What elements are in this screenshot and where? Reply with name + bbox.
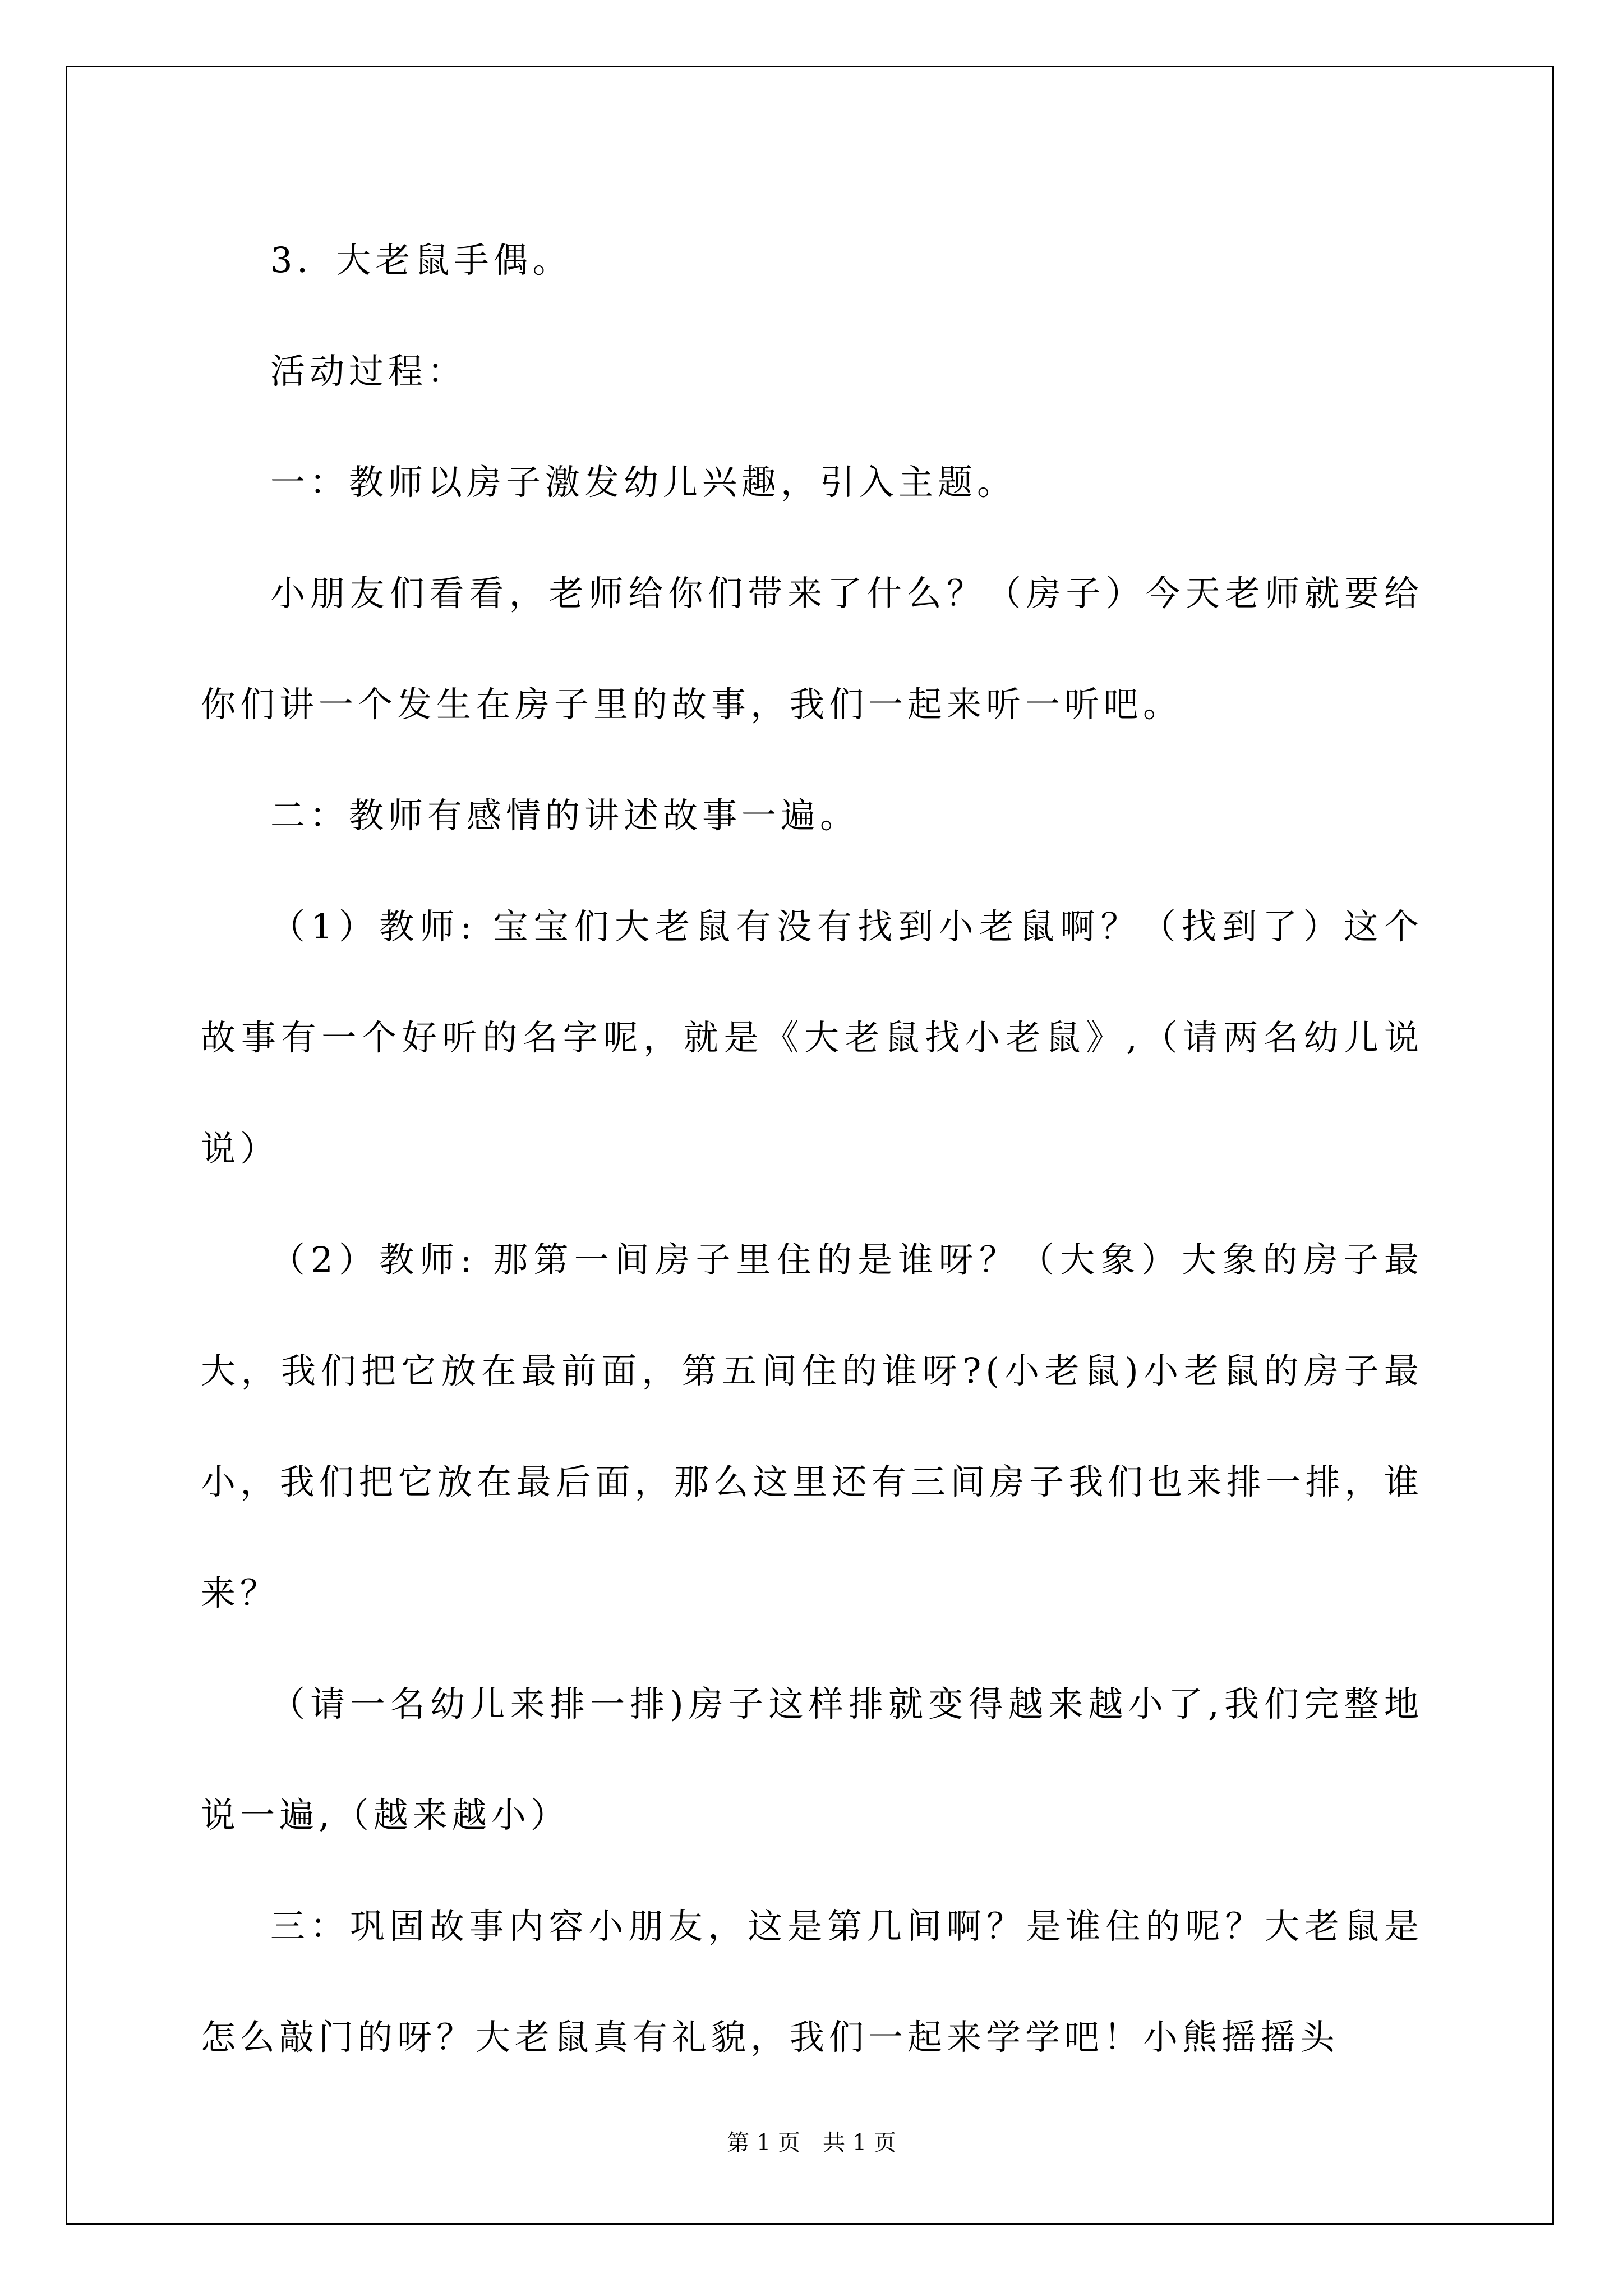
paragraph: （请一名幼儿来排一排)房子这样排就变得越来越小了,我们完整地说一遍,（越来越小） xyxy=(201,1683,1423,1835)
paragraph: 一：教师以房子激发幼儿兴趣，引入主题。 xyxy=(270,462,1017,503)
paragraph: （1）教师: 宝宝们大老鼠有没有找到小老鼠啊？（找到了）这个故事有一个好听的名字呢，就是《大老鼠找小老鼠》,（请两名幼儿说说） xyxy=(201,906,1423,1169)
page-footer: 第 1 页 共 1 页 xyxy=(727,2130,896,2156)
paragraph: 二：教师有感情的讲述故事一遍。 xyxy=(270,795,860,836)
paragraph: 小朋友们看看，老师给你们带来了什么？（房子）今天老师就要给你们讲一个发生在房子里的故事，我们一起来听一听吧。 xyxy=(201,573,1423,725)
paragraph: 三：巩固故事内容小朋友，这是第几间啊？是谁住的呢？大老鼠是怎么敲门的呀？大老鼠真有礼貌，我们一起来学学吧！小熊摇摇头 xyxy=(201,1906,1423,2058)
paragraph: （2）教师: 那第一间房子里住的是谁呀？（大象）大象的房子最大，我们把它放在最前面，第五间住的谁呀?(小老鼠)小老鼠的房子最小，我们把它放在最后面，那么这里还有三间房子我们也来排一排，谁来？ xyxy=(201,1239,1423,1613)
document-body xyxy=(201,205,1423,2093)
paragraph: 3．大老鼠手偶。 xyxy=(270,240,572,280)
paragraph: 活动过程： xyxy=(270,351,467,392)
